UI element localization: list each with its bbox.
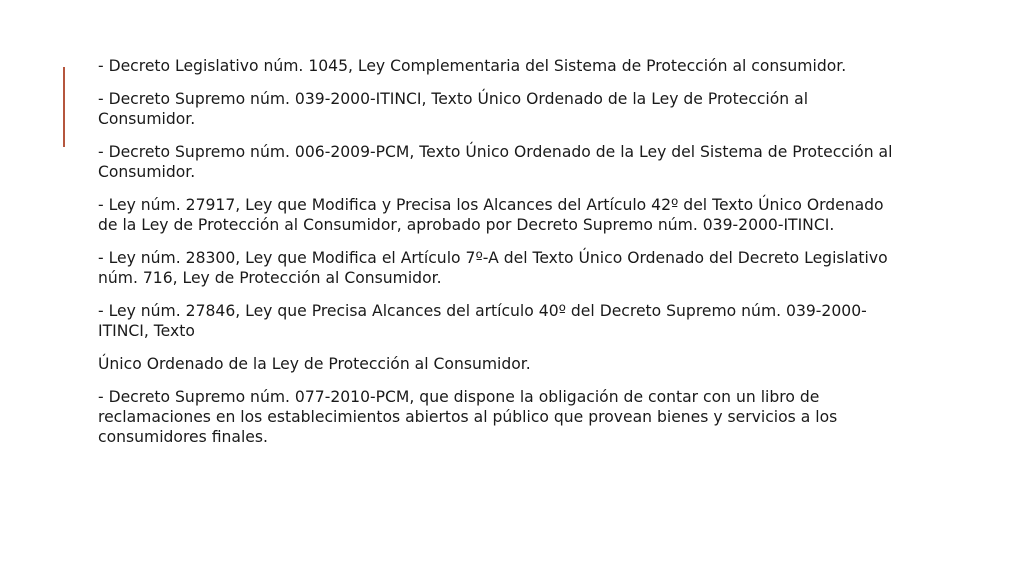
legislation-item: - Ley núm. 27917, Ley que Modifica y Precisa los Alcances del Artículo 42º del Texto Único Ordenado de la Ley de Protección al Consumidor, aprobado por Decreto Supremo núm. 039-2000-ITINCI.	[98, 196, 884, 234]
legislation-list	[98, 56, 898, 460]
legislation-item: Único Ordenado de la Ley de Protección al Consumidor.	[98, 355, 531, 373]
legislation-item: - Decreto Supremo núm. 039-2000-ITINCI, Texto Único Ordenado de la Ley de Protección al Consumidor.	[98, 90, 809, 128]
legislation-item: - Ley núm. 27846, Ley que Precisa Alcances del artículo 40º del Decreto Supremo núm. 039-2000-ITINCI, Texto	[98, 302, 867, 340]
accent-bar	[63, 67, 65, 147]
legislation-item: - Decreto Legislativo núm. 1045, Ley Complementaria del Sistema de Protección al consumidor.	[98, 57, 847, 75]
legislation-item: - Decreto Supremo núm. 006-2009-PCM, Texto Único Ordenado de la Ley del Sistema de Protección al Consumidor.	[98, 143, 893, 181]
legislation-item: - Decreto Supremo núm. 077-2010-PCM, que dispone la obligación de contar con un libro de reclamaciones en los establecimientos abiertos al público que provean bienes y servicios a los consumidores finales.	[98, 388, 838, 446]
legislation-item: - Ley núm. 28300, Ley que Modifica el Artículo 7º-A del Texto Único Ordenado del Decreto Legislativo núm. 716, Ley de Protección al Consumidor.	[98, 249, 888, 287]
